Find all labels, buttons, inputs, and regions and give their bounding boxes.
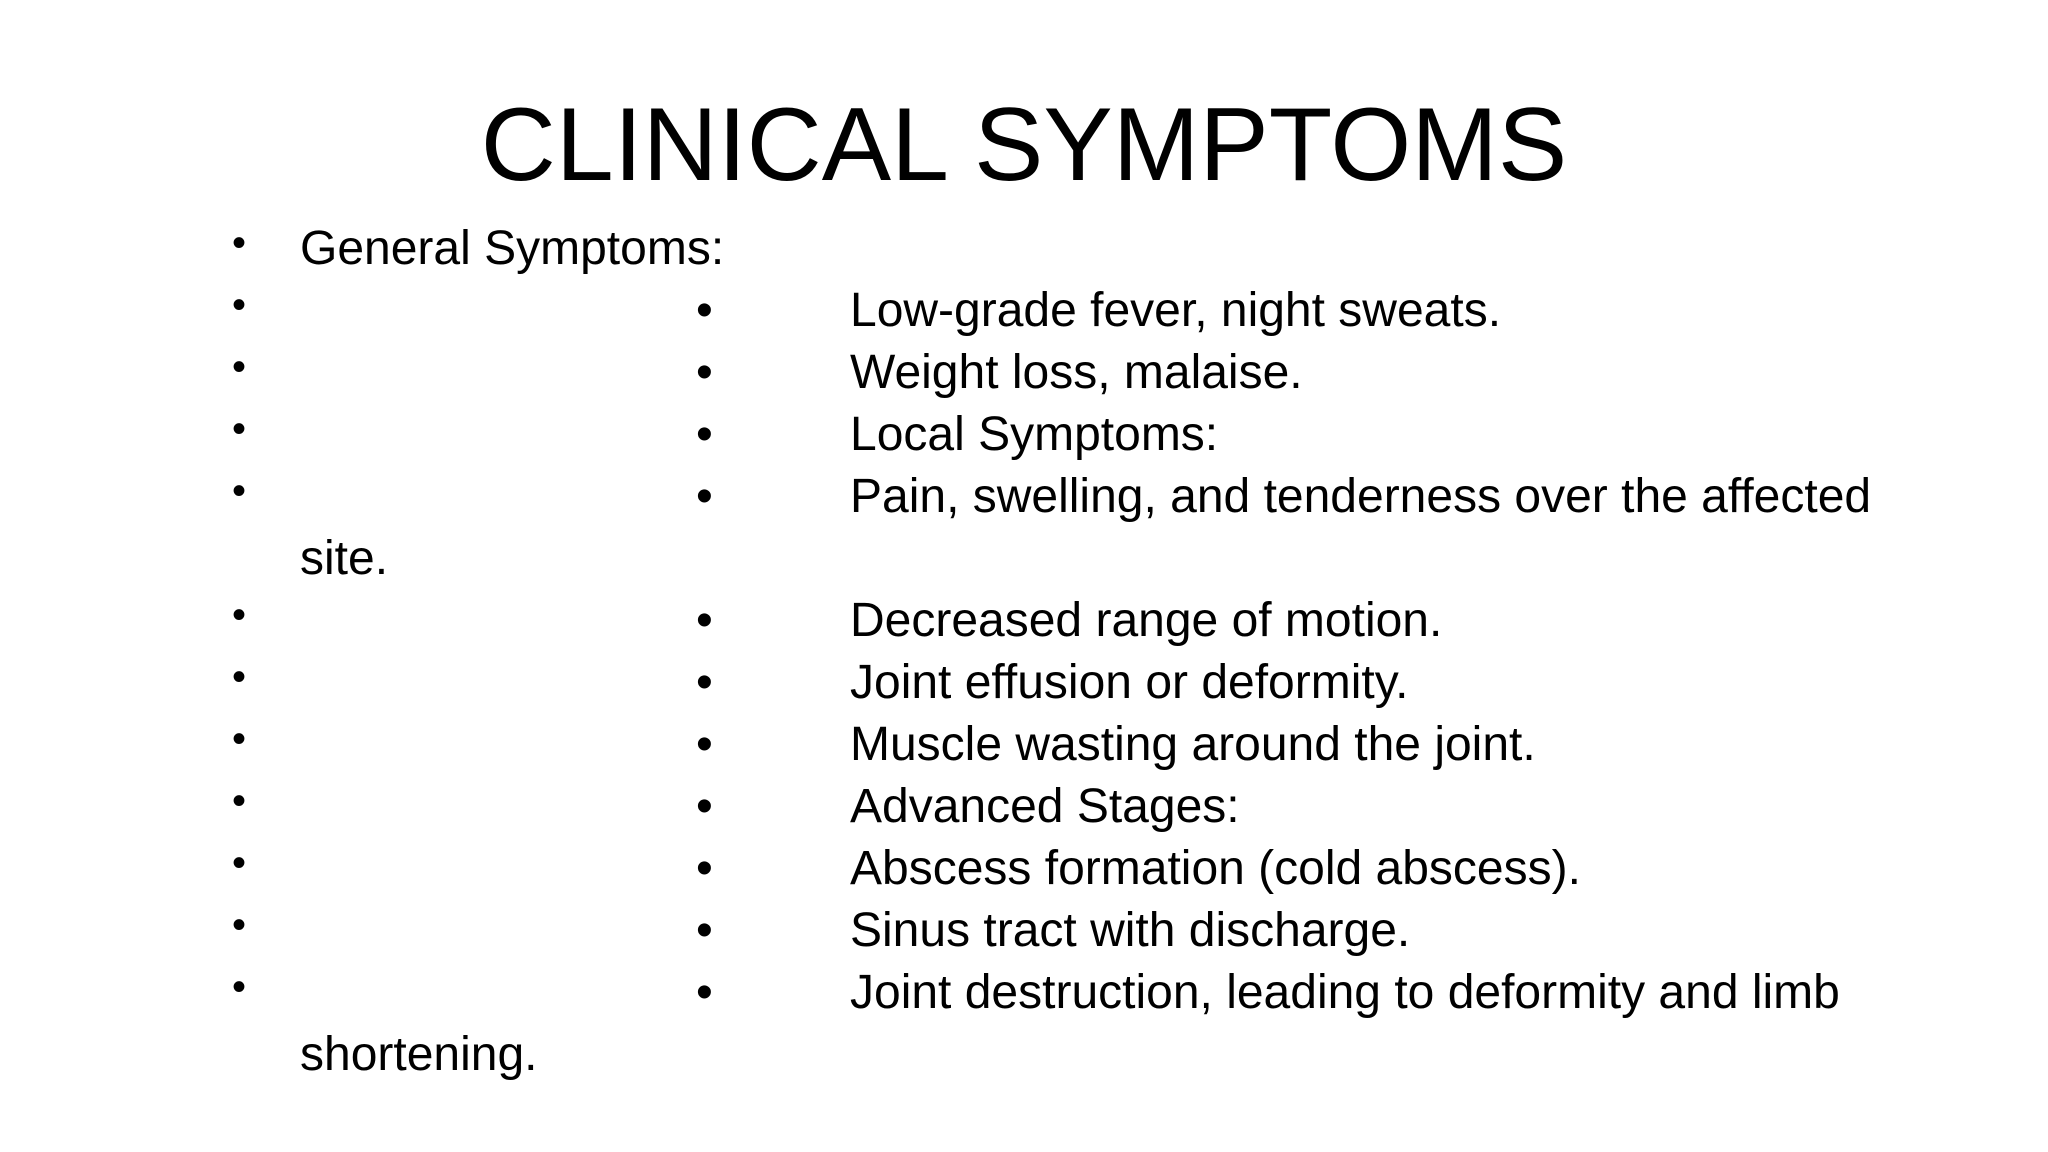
bullet-icon: • — [232, 779, 247, 823]
list-item — [232, 466, 1872, 590]
list-item-text: Abscess formation (cold abscess). — [850, 842, 1581, 895]
list-item — [232, 900, 1840, 962]
list-item-text: Local Symptoms: — [850, 408, 1219, 461]
sub-bullet-icon: • — [696, 904, 713, 957]
list-item-text: Decreased range of motion. — [850, 594, 1443, 647]
sub-bullet-icon: • — [696, 408, 713, 461]
list-item — [232, 404, 1840, 466]
bullet-icon: • — [232, 965, 247, 1009]
sub-bullet-icon: • — [696, 718, 713, 771]
list-item — [232, 776, 1840, 838]
list-item — [232, 218, 1840, 280]
bullet-icon: • — [232, 283, 247, 327]
bullet-icon: • — [232, 655, 247, 699]
bullet-icon: • — [232, 221, 247, 265]
list-item-continuation: site. — [300, 532, 389, 585]
list-item-text: Joint effusion or deformity. — [850, 656, 1409, 709]
list-item — [232, 590, 1840, 652]
bullet-icon: • — [232, 903, 247, 947]
list-item — [232, 652, 1840, 714]
list-item-text: Muscle wasting around the joint. — [850, 718, 1536, 771]
list-item-text: Pain, swelling, and tenderness over the affected — [850, 470, 1872, 523]
list-item-continuation: shortening. — [300, 1028, 538, 1081]
sub-bullet-icon: • — [696, 346, 713, 399]
list-item — [232, 280, 1840, 342]
sub-bullet-icon: • — [696, 780, 713, 833]
sub-bullet-icon: • — [696, 656, 713, 709]
bullet-list — [232, 218, 1872, 1086]
bullet-icon: • — [232, 717, 247, 761]
bullet-icon: • — [232, 469, 247, 513]
list-item — [232, 962, 1840, 1086]
list-item — [232, 342, 1840, 404]
sub-bullet-icon: • — [696, 842, 713, 895]
bullet-icon: • — [232, 841, 247, 885]
list-item-text: Joint destruction, leading to deformity and limb — [850, 966, 1840, 1019]
sub-bullet-icon: • — [696, 966, 713, 1019]
list-item-text: Weight loss, malaise. — [850, 346, 1303, 399]
list-item-text: General Symptoms: — [300, 222, 725, 275]
bullet-icon: • — [232, 407, 247, 451]
list-item-text: Advanced Stages: — [850, 780, 1240, 833]
list-item-text: Sinus tract with discharge. — [850, 904, 1411, 957]
sub-bullet-icon: • — [696, 594, 713, 647]
list-item-text: Low-grade fever, night sweats. — [850, 284, 1502, 337]
list-item — [232, 838, 1840, 900]
sub-bullet-icon: • — [696, 470, 713, 523]
bullet-icon: • — [232, 593, 247, 637]
sub-bullet-icon: • — [696, 284, 713, 337]
bullet-icon: • — [232, 345, 247, 389]
slide-title: CLINICAL SYMPTOMS — [480, 87, 1568, 203]
list-item — [232, 714, 1840, 776]
